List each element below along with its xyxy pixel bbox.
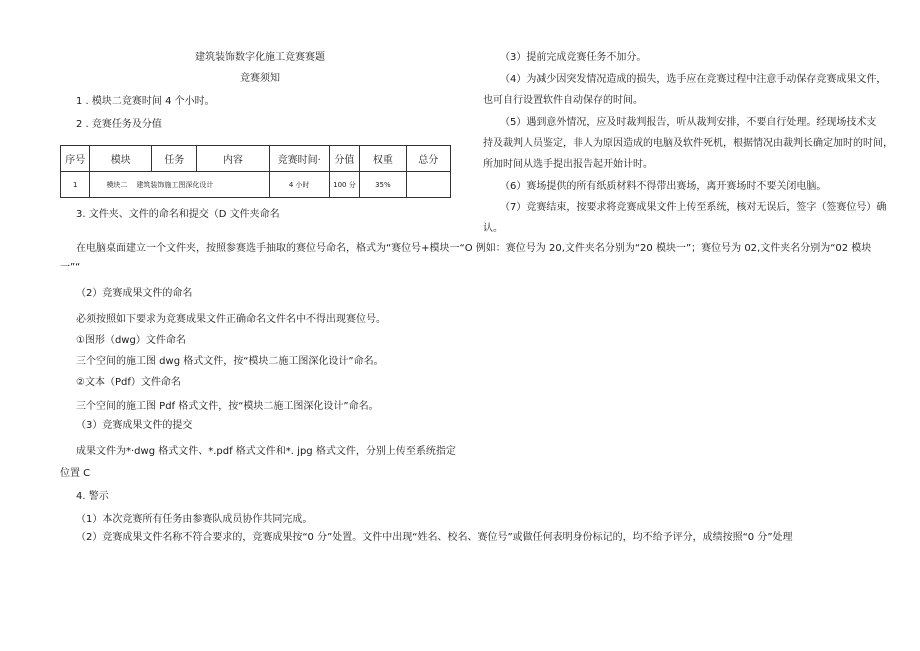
table-header-row bbox=[61, 146, 451, 172]
table-header-cell: 权重 bbox=[360, 146, 406, 172]
table-cell bbox=[406, 172, 451, 198]
pdf-naming-title: ②文本（Pdf）文件命名 bbox=[76, 377, 181, 388]
rule-item-3: （3）提前完成竞赛任务不加分。 bbox=[500, 52, 647, 63]
warning-item-2: （2）竞赛成果文件名称不符合要求的，竞赛成果按“0 分”处置。文件中出现“姓名、校名、赛位号”或做任何表明身份标记的，均不给予评分，成绩按照“0 分”处理 bbox=[76, 532, 793, 543]
dwg-naming-desc: 三个空间的施工图 dwg 格式文件，按“模块二施工图深化设计”命名。 bbox=[76, 356, 384, 367]
table-header-cell: 任务 bbox=[152, 146, 197, 172]
table-cell: 35% bbox=[360, 172, 406, 198]
rule-item-4-line1: （4）为减少因突发情况造成的损失，选手应在竞赛过程中注意手动保存竞赛成果文件， bbox=[500, 74, 887, 85]
table-header-cell: 模块 bbox=[90, 146, 152, 172]
rule-item-5-line2: 持及裁判人员鉴定，非人为原因造成的电脑及软件死机，根据情况由裁判长确定加时的时间， bbox=[483, 138, 893, 149]
competition-table bbox=[60, 145, 451, 198]
table-header-cell: 内容 bbox=[197, 146, 269, 172]
table-header-cell: 序号 bbox=[61, 146, 90, 172]
document-subtitle: 竞赛须知 bbox=[240, 73, 280, 84]
item-competition-time: 1 . 模块二竞赛时间 4 个小时。 bbox=[76, 96, 215, 107]
table-cell: 1 bbox=[61, 172, 90, 198]
submission-desc-line1: 成果文件为*·dwg 格式文件、*.pdf 格式文件和*. jpg 格式文件，分别上传至系统指定 bbox=[76, 446, 456, 457]
table-row bbox=[61, 172, 451, 198]
rule-item-5-line1: （5）遇到意外情况，应及时裁判报告，听从裁判安排，不要自行处理。经现场技术支 bbox=[500, 117, 877, 128]
section3-paragraph-line1: 在电脑桌面建立一个文件夹，按照参赛选手抽取的赛位号命名，格式为“赛位号+模块一“O 例如：赛位号为 20,文件夹名分别为“20 模块一”；赛位号为 02,文件夹名分别为“02 模块 bbox=[76, 243, 872, 254]
document-title: 建筑装饰数字化施工竞赛赛题 bbox=[195, 52, 325, 63]
table-cell-task: 建筑装饰施工图深化设计 bbox=[136, 180, 214, 189]
section4-title: 4. 警示 bbox=[76, 491, 109, 502]
table-header-cell: 竞赛时间· bbox=[269, 146, 329, 172]
item-tasks-scores: 2 . 竞赛任务及分值 bbox=[76, 119, 162, 130]
rule-item-5-line3: 所加时间从选手提出报告起开始计时。 bbox=[483, 159, 653, 170]
table-cell-module-task bbox=[90, 172, 269, 198]
section3-paragraph-line2: 一”“ bbox=[60, 262, 81, 273]
rule-item-7-line1: （7）竞赛结束，按要求将竞赛成果文件上传至系统，核对无误后，签字（签赛位号）确 bbox=[500, 202, 887, 213]
table-cell-module: 模块二 bbox=[106, 180, 128, 189]
rule-item-4-line2: 也可自行设置软件自动保存的时间。 bbox=[483, 95, 643, 106]
submission-desc-line2: 位置 C bbox=[60, 468, 91, 479]
table-cell: 100 分 bbox=[329, 172, 360, 198]
submission-subsection-title: （3）竞赛成果文件的提交 bbox=[76, 420, 193, 431]
table-cell: 4 小时 bbox=[269, 172, 329, 198]
table-header-cell: 分值 bbox=[329, 146, 360, 172]
pdf-naming-desc: 三个空间的施工图 Pdf 格式文件，按“模块二施工图深化设计”命名。 bbox=[76, 401, 379, 412]
rule-item-6: （6）赛场提供的所有纸质材料不得带出赛场，离开赛场时不要关闭电脑。 bbox=[500, 181, 827, 192]
dwg-naming-title: ①图形（dwg）文件命名 bbox=[76, 335, 186, 346]
table-header-cell: 总分 bbox=[406, 146, 451, 172]
warning-item-1: （1）本次竞赛所有任务由参赛队成员协作共同完成。 bbox=[76, 514, 313, 525]
naming-subsection-title: （2）竞赛成果文件的命名 bbox=[76, 288, 193, 299]
section3-title: 3. 文件夹、文件的命名和提交（D 文件夹命名 bbox=[76, 209, 280, 220]
naming-intro: 必须按照如下要求为竞赛成果文件正确命名文件名中不得出现赛位号。 bbox=[76, 314, 386, 325]
rule-item-7-line2: 认。 bbox=[483, 223, 503, 234]
